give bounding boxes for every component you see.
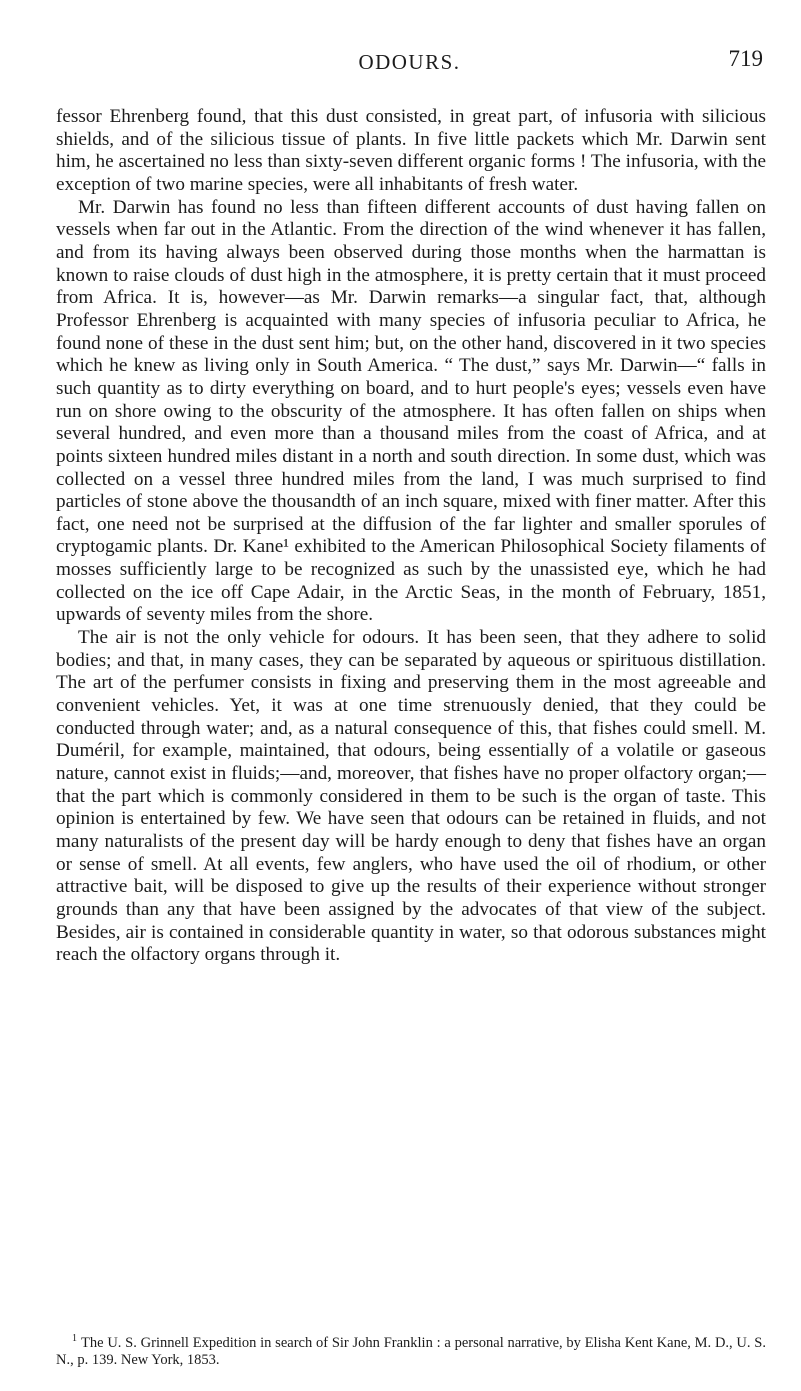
running-head [56, 44, 763, 74]
paragraph: fessor Ehrenberg found, that this dust consisted, in great part, of infusoria with silicious shields, and of the silicious tissue of plants. In five little packets which Mr. Darwin sent him, he ascertained no less than sixty-seven different organic forms ! The infusoria, with the exception of two marine species, were all inhabitants of fresh water. [56, 106, 766, 195]
footnote-text: The U. S. Grinnell Expedition in search of Sir John Franklin : a personal narrative, by Elisha Kent Kane, M. D., U. S. N., p. 139. New York, 1853. [56, 1334, 766, 1368]
page-number: 719 [728, 46, 763, 71]
paragraph: The air is not the only vehicle for odours. It has been seen, that they adhere to solid bodies; and that, in many cases, they can be separated by aqueous or spirituous distillation. The art of the perfumer consists in fixing and preserving them in the most agreeable and convenient vehicles. Yet, it was at one time strenuously denied, that they could be conducted through water; and, as a natural consequence of this, that fishes could smell. M. Duméril, for example, maintained, that odours, being essentially of a volatile or gaseous nature, cannot exist in fluids;—and, moreover, that fishes have no proper olfactory organ;—that the part which is commonly considered in them to be such is the organ of taste. This opinion is entertained by few. We have seen that odours can be retained in fluids, and not many naturalists of the present day will be hardy enough to deny that fishes have an organ or sense of smell. At all events, few anglers, who have used the oil of rhodium, or other attractive bait, will be disposed to give up the results of their experience without stronger grounds than any that have been assigned by the advocates of that view of the subject. Besides, air is contained in considerable quantity in water, so that odorous substances might reach the olfactory organs through it. [56, 627, 766, 966]
footnote-marker: 1 [72, 1333, 77, 1344]
running-title: ODOURS. [358, 50, 461, 74]
body-text [56, 106, 766, 967]
paragraph: Mr. Darwin has found no less than fifteen different accounts of dust having fallen on vessels when far out in the Atlantic. From the direction of the wind whenever it has fallen, and from its having always been observed during those months when the harmattan is known to raise clouds of dust high in the atmosphere, it is pretty certain that it must proceed from Africa. It is, however—as Mr. Darwin remarks—a singular fact, that, although Professor Ehrenberg is acquainted with many species of infusoria peculiar to Africa, he found none of these in the dust sent him; but, on the other hand, discovered in it two species which he knew as living only in South America. “ The dust,” says Mr. Darwin—“ falls in such quantity as to dirty everything on board, and to hurt people's eyes; vessels even have run on shore owing to the obscurity of the atmosphere. It has often fallen on ships when several hundred, and even more than a thousand miles from the coast of Africa, and at points sixteen hundred miles distant in a north and south direction. In some dust, which was collected on a vessel three hundred miles from the land, I was much surprised to find particles of stone above the thousandth of an inch square, mixed with finer matter. After this fact, one need not be surprised at the diffusion of the far lighter and smaller sporules of cryptogamic plants. Dr. Kane¹ exhibited to the American Philosophical Society filaments of mosses sufficiently large to be recognized as such by the unassisted eye, which he had collected on the ice off Cape Adair, in the Arctic Seas, in the month of February, 1851, upwards of seventy miles from the shore. [56, 196, 766, 626]
footnote [56, 1330, 766, 1369]
